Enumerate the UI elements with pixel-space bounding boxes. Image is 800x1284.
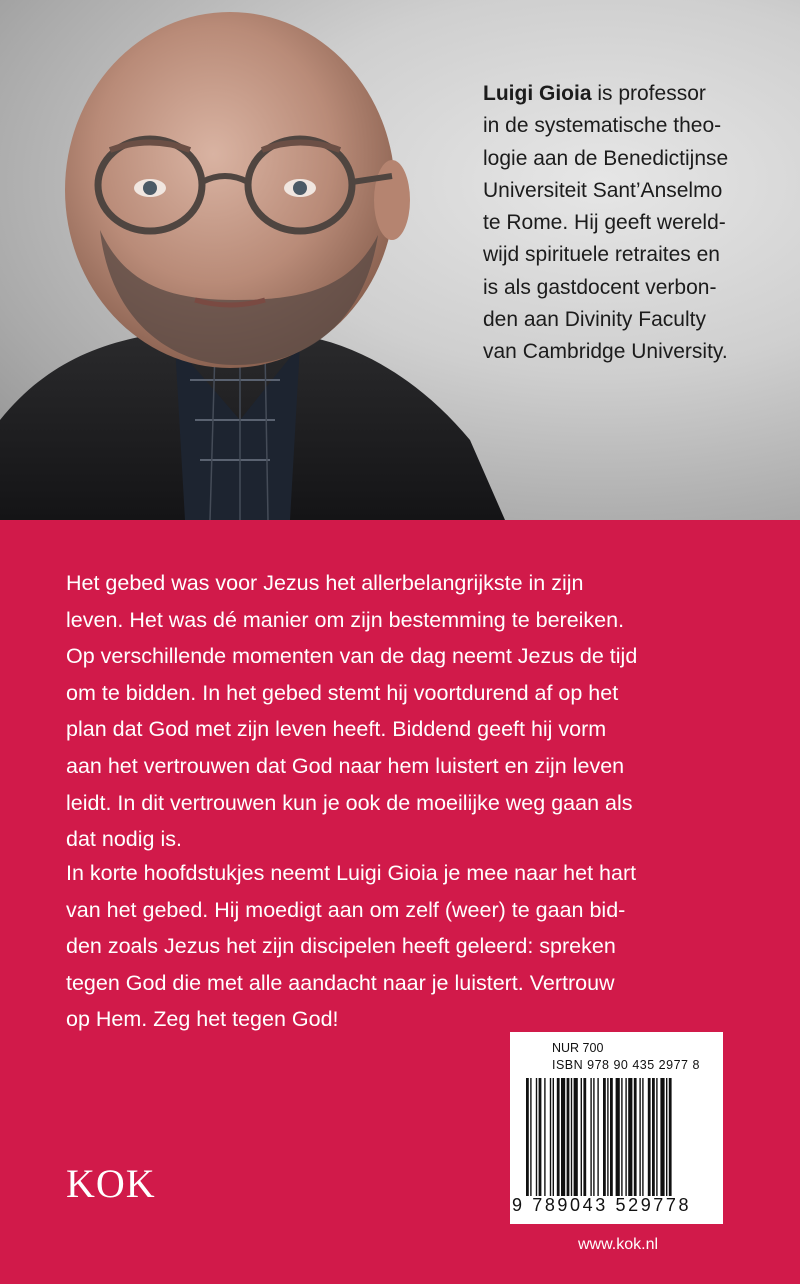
ean-digits: 9 789043 529778 bbox=[512, 1195, 692, 1215]
barcode-bar bbox=[581, 1078, 582, 1196]
barcode-bar bbox=[544, 1078, 545, 1196]
barcode-bar bbox=[669, 1078, 672, 1196]
barcode-bar bbox=[625, 1078, 626, 1196]
bio-line: is als gastdocent verbon- bbox=[483, 275, 717, 299]
blurb-line: leidt. In dit vertrouwen kun je ook de moeilijke weg gaan als bbox=[66, 790, 633, 815]
bio-line: logie aan de Benedictijnse bbox=[483, 146, 729, 170]
barcode-bar bbox=[666, 1078, 667, 1196]
barcode-bar bbox=[593, 1078, 594, 1196]
barcode-bar bbox=[621, 1078, 622, 1196]
blurb-line: plan dat God met zijn leven heeft. Biddend geeft hij vorm bbox=[66, 717, 607, 742]
barcode-bar bbox=[628, 1078, 632, 1196]
blurb-paragraph-2 bbox=[66, 855, 756, 1038]
barcode-bar bbox=[557, 1078, 560, 1196]
blurb-line: In korte hoofdstukjes neemt Luigi Gioia je mee naar het hart bbox=[66, 861, 637, 885]
blurb-line: aan het vertrouwen dat God naar hem luistert en zijn leven bbox=[66, 753, 625, 778]
barcode-bar bbox=[656, 1078, 657, 1196]
blurb-line: Op verschillende momenten van de dag neemt Jezus de tijd bbox=[66, 644, 638, 669]
barcode-bar bbox=[574, 1078, 578, 1196]
blurb-section bbox=[0, 520, 800, 1284]
blurb-line: Het gebed was voor Jezus het allerbelangrijkste in zijn bbox=[66, 571, 584, 595]
blurb-line: om te bidden. In het gebed stemt hij voortdurend af op het bbox=[66, 680, 619, 705]
barcode-bar bbox=[567, 1078, 570, 1196]
barcode-bar bbox=[530, 1078, 531, 1196]
barcode-bars bbox=[526, 1078, 714, 1196]
barcode-bar bbox=[553, 1078, 554, 1196]
barcode-bar bbox=[536, 1078, 537, 1196]
bio-line: Universiteit Sant’Anselmo bbox=[483, 178, 723, 202]
author-name: Luigi Gioia bbox=[483, 82, 592, 105]
bio-line: te Rome. Hij geeft wereld- bbox=[483, 211, 726, 235]
blurb-line: tegen God die met alle aandacht naar je luistert. Vertrouw bbox=[66, 970, 615, 995]
blurb-line: van het gebed. Hij moedigt aan om zelf (weer) te gaan bid- bbox=[66, 897, 626, 922]
bio-line: in de systematische theo- bbox=[483, 114, 722, 138]
barcode-box bbox=[510, 1032, 723, 1224]
barcode-bar bbox=[597, 1078, 598, 1196]
isbn-number: ISBN 978 90 435 2977 8 bbox=[552, 1058, 700, 1072]
blurb-line: op Hem. Zeg het tegen God! bbox=[66, 1007, 339, 1032]
barcode-bar bbox=[590, 1078, 591, 1196]
barcode-bar bbox=[539, 1078, 542, 1196]
barcode-bar bbox=[583, 1078, 586, 1196]
barcode-bar bbox=[550, 1078, 551, 1196]
barcode-bar bbox=[561, 1078, 565, 1196]
blurb-line: leven. Het was dé manier om zijn bestemming te bereiken. bbox=[66, 607, 625, 632]
barcode-bar bbox=[660, 1078, 664, 1196]
barcode-bar bbox=[616, 1078, 620, 1196]
barcode-bar bbox=[652, 1078, 655, 1196]
publisher-logo: KOK bbox=[66, 1161, 156, 1206]
bio-line: is professor bbox=[591, 82, 706, 105]
blurb-line: dat nodig is. bbox=[66, 827, 182, 852]
author-bio bbox=[483, 78, 773, 369]
author-photo-section bbox=[0, 0, 800, 520]
barcode-bar bbox=[642, 1078, 643, 1196]
barcode-bar bbox=[526, 1078, 529, 1196]
publisher-url[interactable]: www.kok.nl bbox=[578, 1236, 659, 1253]
blurb-paragraph-1 bbox=[66, 565, 756, 858]
barcode-bar bbox=[648, 1078, 651, 1196]
barcode-bar bbox=[603, 1078, 606, 1196]
barcode-bar bbox=[610, 1078, 613, 1196]
blurb-line: den zoals Jezus het zijn discipelen heeft geleerd: spreken bbox=[66, 934, 616, 959]
barcode-bar bbox=[634, 1078, 637, 1196]
bio-line: van Cambridge University. bbox=[483, 340, 728, 364]
nur-code: NUR 700 bbox=[552, 1041, 604, 1055]
barcode-bar bbox=[639, 1078, 640, 1196]
barcode-bar bbox=[607, 1078, 608, 1196]
bio-line: den aan Divinity Faculty bbox=[483, 308, 706, 332]
barcode-bar bbox=[571, 1078, 572, 1196]
bio-line: wijd spirituele retraites en bbox=[483, 243, 720, 267]
